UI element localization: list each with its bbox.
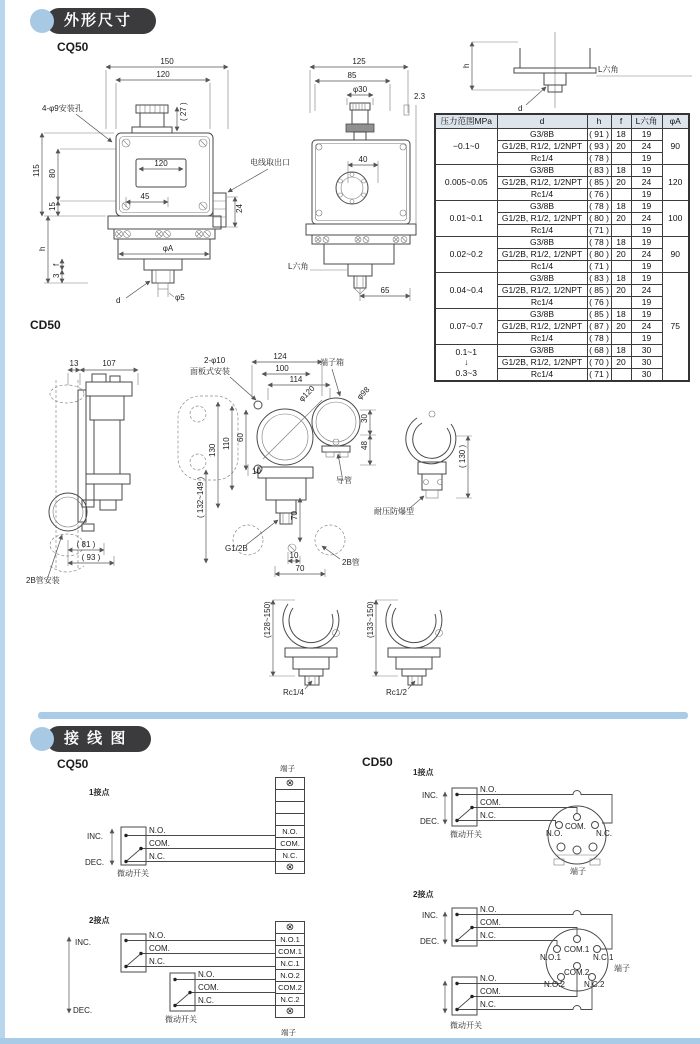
com-label: COM. bbox=[480, 987, 501, 996]
thread-label: Rc1/2 bbox=[386, 688, 407, 697]
dim-label: 110 bbox=[222, 437, 231, 450]
table-row bbox=[435, 129, 689, 141]
table-cell: 24 bbox=[631, 177, 662, 189]
table-row bbox=[435, 237, 689, 249]
table-cell: 20 bbox=[611, 213, 631, 225]
table-cell: 19 bbox=[631, 129, 662, 141]
table-header: 压力范围MPa bbox=[435, 114, 497, 129]
table-cell: ( 68 ) bbox=[587, 345, 611, 357]
pressure-range-cell: 0.1~1 ↓ 0.3~3 bbox=[435, 345, 497, 382]
inc-label: INC. bbox=[422, 911, 438, 920]
table-cell: 24 bbox=[631, 249, 662, 261]
table-row bbox=[435, 165, 689, 177]
nc-label: N.C. bbox=[149, 852, 165, 861]
terminal-cell: N.O.1 bbox=[275, 933, 305, 946]
nc-label: N.C. bbox=[480, 1000, 496, 1009]
table-cell: 19 bbox=[631, 261, 662, 273]
nc-label: N.C. bbox=[480, 931, 496, 940]
table-cell: G3/8B bbox=[497, 273, 587, 285]
wire-outlet-label: 电线取出口 bbox=[250, 158, 290, 167]
terminal-label: 端子 bbox=[281, 1028, 296, 1037]
table-cell: 20 bbox=[611, 285, 631, 297]
table-header: d bbox=[497, 114, 587, 129]
table-cell: G1/2B, R1/2, 1/2NPT bbox=[497, 141, 587, 153]
table-cell: ( 71 ) bbox=[587, 261, 611, 273]
dim-label: 45 bbox=[140, 192, 150, 201]
dim-label: 10 bbox=[252, 467, 261, 476]
table-cell: G1/2B, R1/2, 1/2NPT bbox=[497, 249, 587, 261]
table-cell: G3/8B bbox=[497, 309, 587, 321]
hex-label: L六角 bbox=[598, 65, 619, 74]
table-cell: G3/8B bbox=[497, 165, 587, 177]
table-header: h bbox=[587, 114, 611, 129]
dim-label: 24 bbox=[235, 204, 244, 213]
table-cell: 19 bbox=[631, 165, 662, 177]
connector-pin-label: N.C.1 bbox=[593, 953, 614, 962]
table-cell: Rc1/4 bbox=[497, 369, 587, 382]
cd50-wiring-1p bbox=[445, 788, 612, 865]
cd50-front-shapes bbox=[178, 396, 456, 555]
table-cell: G1/2B, R1/2, 1/2NPT bbox=[497, 357, 587, 369]
dec-label: DEC. bbox=[85, 858, 105, 867]
table-cell: ( 70 ) bbox=[587, 357, 611, 369]
terminal-strip-1p bbox=[275, 777, 305, 874]
hex-label: L六角 bbox=[288, 262, 309, 271]
nc-label: N.C. bbox=[149, 957, 165, 966]
dim-label: 85 bbox=[347, 71, 357, 80]
dim-label: φA bbox=[162, 244, 174, 253]
phiA-cell: 90 bbox=[662, 129, 689, 165]
pipe-mount-label: 2B管安装 bbox=[26, 576, 60, 585]
dim-label: (133~150) bbox=[366, 601, 375, 638]
dim-label: f bbox=[52, 263, 61, 266]
no-label: N.O. bbox=[149, 826, 166, 835]
table-cell: 19 bbox=[631, 201, 662, 213]
dim-label: 70 bbox=[290, 511, 299, 520]
connector-pin-label: COM. bbox=[565, 822, 586, 831]
section-outline-title: 外形尺寸 bbox=[46, 8, 156, 34]
dim-label: 150 bbox=[160, 57, 174, 66]
table-row bbox=[435, 273, 689, 285]
terminal-cell: N.C.2 bbox=[275, 993, 305, 1006]
table-cell bbox=[611, 261, 631, 273]
pressure-range-cell: 0.04~0.4 bbox=[435, 273, 497, 309]
contact1-label: 1接点 bbox=[89, 788, 110, 797]
table-cell: 18 bbox=[611, 237, 631, 249]
fitting-detail-drawing bbox=[440, 30, 695, 120]
no-label: N.O. bbox=[198, 970, 215, 979]
table-cell: ( 80 ) bbox=[587, 213, 611, 225]
terminal-cell: ⊗ bbox=[275, 1005, 305, 1018]
cq50-front-view-drawing bbox=[28, 53, 308, 315]
cq50-side-dimensions bbox=[310, 67, 410, 301]
table-cell: Rc1/4 bbox=[497, 225, 587, 237]
dim-label: d bbox=[518, 104, 523, 113]
dim-label: φ120 bbox=[297, 383, 317, 404]
fitting-detail-shapes bbox=[472, 32, 596, 108]
dim-label: 60 bbox=[236, 433, 245, 442]
dim-label: 10 bbox=[289, 551, 299, 560]
table-cell: 19 bbox=[631, 189, 662, 201]
connector-pin-label: N.O. bbox=[546, 829, 563, 838]
table-cell bbox=[611, 225, 631, 237]
table-cell: 20 bbox=[611, 321, 631, 333]
table-cell bbox=[611, 297, 631, 309]
inc-label: INC. bbox=[422, 791, 438, 800]
table-cell: ( 83 ) bbox=[587, 273, 611, 285]
cd50-front-view-drawing bbox=[170, 350, 480, 600]
pressure-range-cell: −0.1~0 bbox=[435, 129, 497, 165]
section-bullet-icon bbox=[30, 9, 54, 33]
table-cell: 19 bbox=[631, 237, 662, 249]
table-cell bbox=[611, 153, 631, 165]
table-cell: ( 78 ) bbox=[587, 237, 611, 249]
cd50-pipe-mount-drawing bbox=[20, 340, 180, 592]
table-cell: ( 87 ) bbox=[587, 321, 611, 333]
com-label: COM. bbox=[149, 944, 170, 953]
clamp-variant-2-shapes bbox=[372, 600, 443, 689]
contact1-label: 1接点 bbox=[413, 768, 434, 777]
dec-label: DEC. bbox=[420, 937, 440, 946]
nc-label: N.C. bbox=[480, 811, 496, 820]
no-label: N.O. bbox=[480, 785, 497, 794]
connector-pin-label: COM.1 bbox=[564, 945, 590, 954]
connector-pin-label: N.O.1 bbox=[540, 953, 561, 962]
table-cell: 20 bbox=[611, 177, 631, 189]
table-row bbox=[435, 309, 689, 321]
table-cell: 18 bbox=[611, 129, 631, 141]
connector-pin-label: COM.2 bbox=[564, 968, 590, 977]
table-cell: ( 85 ) bbox=[587, 309, 611, 321]
table-cell: ( 83 ) bbox=[587, 165, 611, 177]
section-bullet-icon bbox=[30, 727, 54, 751]
dim-label: 120 bbox=[156, 70, 170, 79]
section-wiring-header bbox=[46, 726, 151, 752]
page-edge-left bbox=[0, 0, 5, 1044]
model-label-cd50: CD50 bbox=[30, 318, 61, 332]
table-cell: ( 85 ) bbox=[587, 285, 611, 297]
terminal-cell: COM.2 bbox=[275, 981, 305, 994]
table-cell: 18 bbox=[611, 273, 631, 285]
cq50-side-view-drawing bbox=[288, 53, 438, 318]
terminal-label: 端子 bbox=[280, 764, 295, 773]
table-cell: 18 bbox=[611, 345, 631, 357]
cd50-wiring-diagram bbox=[350, 755, 680, 1040]
pressure-range-cell: 0.01~0.1 bbox=[435, 201, 497, 237]
table-header: f bbox=[611, 114, 631, 129]
table-cell: G1/2B, R1/2, 1/2NPT bbox=[497, 177, 587, 189]
micro-switch-label: 微动开关 bbox=[165, 1015, 197, 1024]
com-label: COM. bbox=[480, 798, 501, 807]
dim-label: 15 bbox=[48, 202, 57, 211]
table-cell: ( 78 ) bbox=[587, 201, 611, 213]
micro-switch-label: 微动开关 bbox=[450, 1021, 482, 1030]
dim-label: 114 bbox=[289, 375, 303, 384]
terminal-cell: ⊗ bbox=[275, 861, 305, 874]
pressure-range-cell: 0.02~0.2 bbox=[435, 237, 497, 273]
dec-label: DEC. bbox=[420, 817, 440, 826]
pressure-range-cell: 0.07~0.7 bbox=[435, 309, 497, 345]
table-cell: ( 71 ) bbox=[587, 225, 611, 237]
table-cell: 30 bbox=[631, 345, 662, 357]
conduit-label: 导管 bbox=[336, 476, 352, 485]
inc-label: INC. bbox=[75, 938, 91, 947]
phiA-cell: 90 bbox=[662, 237, 689, 273]
dimensions-table bbox=[434, 113, 690, 382]
dim-label: 40 bbox=[358, 155, 368, 164]
table-cell: ( 76 ) bbox=[587, 189, 611, 201]
terminal-cell: ⊗ bbox=[275, 921, 305, 934]
dim-label: 107 bbox=[102, 359, 116, 368]
table-cell: ( 85 ) bbox=[587, 177, 611, 189]
cq50-wiring-2p bbox=[69, 934, 275, 1013]
table-cell: G1/2B, R1/2, 1/2NPT bbox=[497, 213, 587, 225]
terminal-box-label: 端子箱 bbox=[320, 358, 344, 367]
table-cell: G3/8B bbox=[497, 237, 587, 249]
clamp-variant-1-shapes bbox=[269, 600, 340, 689]
fitting-label: G1/2B bbox=[225, 544, 248, 553]
terminal-cell: N.O. bbox=[275, 825, 305, 838]
dim-label: h bbox=[462, 63, 471, 68]
dim-label: h bbox=[38, 246, 47, 251]
cq50-front-dimensions bbox=[42, 67, 268, 298]
table-cell: ( 71 ) bbox=[587, 369, 611, 382]
table-cell: Rc1/4 bbox=[497, 189, 587, 201]
dim-label: 120 bbox=[154, 159, 168, 168]
dim-label: φ5 bbox=[175, 293, 185, 302]
pipe-label: 2B管 bbox=[342, 558, 360, 567]
dim-label: 130 bbox=[208, 443, 217, 457]
connector-pin-label: N.C.2 bbox=[584, 980, 605, 989]
nc-label: N.C. bbox=[198, 996, 214, 1005]
table-cell: 30 bbox=[631, 369, 662, 382]
table-cell: 19 bbox=[631, 153, 662, 165]
table-cell: 20 bbox=[611, 141, 631, 153]
phiA-cell: 120 bbox=[662, 165, 689, 201]
table-cell: Rc1/4 bbox=[497, 333, 587, 345]
table-cell: 30 bbox=[631, 357, 662, 369]
terminal-cell: COM. bbox=[275, 837, 305, 850]
dim-label: 3 bbox=[52, 273, 61, 278]
dim-label: 30 bbox=[360, 414, 369, 423]
terminal-label: 端子 bbox=[570, 867, 586, 876]
table-cell: 20 bbox=[611, 249, 631, 261]
phiA-cell: 75 bbox=[662, 273, 689, 382]
table-cell bbox=[611, 189, 631, 201]
dim-label: 100 bbox=[275, 364, 289, 373]
table-cell: ( 78 ) bbox=[587, 153, 611, 165]
table-cell: 24 bbox=[631, 285, 662, 297]
table-cell: 19 bbox=[631, 225, 662, 237]
explosion-proof-label: 耐压防爆型 bbox=[374, 507, 414, 516]
table-row bbox=[435, 201, 689, 213]
table-cell: 19 bbox=[631, 273, 662, 285]
terminal-cell: N.C.1 bbox=[275, 957, 305, 970]
micro-switch-label: 微动开关 bbox=[450, 830, 482, 839]
cq50-side-shapes bbox=[306, 70, 416, 294]
cq50-wiring-1p bbox=[112, 827, 275, 865]
dim-label: 124 bbox=[273, 352, 287, 361]
terminal-cell: N.C. bbox=[275, 849, 305, 862]
panel-holes-label: 2-φ10 bbox=[204, 356, 226, 365]
table-header: L六角 bbox=[631, 114, 662, 129]
dec-label: DEC. bbox=[73, 1006, 93, 1015]
com-label: COM. bbox=[149, 839, 170, 848]
table-cell: 20 bbox=[611, 357, 631, 369]
dim-label: φ98 bbox=[355, 385, 372, 402]
dim-label: ( 93 ) bbox=[81, 553, 101, 562]
dim-label: 13 bbox=[69, 359, 79, 368]
thread-label: Rc1/4 bbox=[283, 688, 304, 697]
table-cell: 19 bbox=[631, 297, 662, 309]
dim-label: ( 27 ) bbox=[179, 102, 188, 121]
table-cell: 24 bbox=[631, 141, 662, 153]
table-cell: 18 bbox=[611, 309, 631, 321]
connector-pin-label: N.C. bbox=[596, 829, 612, 838]
panel-mount-label: 面板式安装 bbox=[190, 367, 230, 376]
inc-label: INC. bbox=[87, 832, 103, 841]
com-label: COM. bbox=[480, 918, 501, 927]
table-cell: 18 bbox=[611, 201, 631, 213]
table-cell: G3/8B bbox=[497, 345, 587, 357]
table-cell: Rc1/4 bbox=[497, 297, 587, 309]
dim-label: ( 132~149 ) bbox=[196, 476, 205, 518]
table-header: φA bbox=[662, 114, 689, 129]
terminal-cell: ⊗ bbox=[275, 777, 305, 790]
dim-label: 65 bbox=[380, 286, 390, 295]
table-cell: 24 bbox=[631, 213, 662, 225]
dim-label: 48 bbox=[360, 441, 369, 450]
com-label: COM. bbox=[198, 983, 219, 992]
contact2-label: 2接点 bbox=[413, 890, 434, 899]
micro-switch-label: 微动开关 bbox=[117, 869, 149, 878]
table-cell bbox=[611, 369, 631, 382]
table-cell: ( 91 ) bbox=[587, 129, 611, 141]
terminal-cell: N.O.2 bbox=[275, 969, 305, 982]
table-cell: ( 93 ) bbox=[587, 141, 611, 153]
model-label-wiring-cd50: CD50 bbox=[362, 755, 393, 769]
table-cell: Rc1/4 bbox=[497, 153, 587, 165]
dim-label: 2.3 bbox=[414, 92, 426, 101]
mount-holes-label: 4-φ9安装孔 bbox=[42, 104, 83, 113]
connector-pin-label: N.O.2 bbox=[544, 980, 565, 989]
cd50-clamp-variants-drawing bbox=[185, 588, 460, 698]
terminal-label: 端子 bbox=[614, 964, 630, 973]
model-label-cq50: CQ50 bbox=[57, 40, 89, 54]
dim-label: 80 bbox=[48, 169, 57, 178]
table-cell bbox=[611, 333, 631, 345]
table-cell: ( 76 ) bbox=[587, 297, 611, 309]
dim-label: (128~150) bbox=[263, 601, 272, 638]
dim-label: d bbox=[116, 296, 121, 305]
contact2-label: 2接点 bbox=[89, 916, 110, 925]
section-outline-header bbox=[46, 8, 156, 34]
model-label-wiring-cq50: CQ50 bbox=[57, 757, 89, 771]
dim-label: 115 bbox=[32, 164, 41, 177]
table-cell: 19 bbox=[631, 333, 662, 345]
terminal-strip-2p bbox=[275, 921, 305, 1018]
dim-label: φ30 bbox=[352, 85, 368, 94]
dim-label: 70 bbox=[295, 564, 305, 573]
table-cell: G3/8B bbox=[497, 201, 587, 213]
cq50-front-shapes bbox=[106, 70, 228, 297]
no-label: N.O. bbox=[480, 905, 497, 914]
phiA-cell: 100 bbox=[662, 201, 689, 237]
table-cell: ( 78 ) bbox=[587, 333, 611, 345]
no-label: N.O. bbox=[480, 974, 497, 983]
table-cell: Rc1/4 bbox=[497, 261, 587, 273]
dim-label: ( 130 ) bbox=[458, 444, 467, 468]
cd50-wiring-2p bbox=[445, 908, 612, 1015]
table-cell: G1/2B, R1/2, 1/2NPT bbox=[497, 285, 587, 297]
terminal-cell: COM.1 bbox=[275, 945, 305, 958]
dim-label: 125 bbox=[352, 57, 366, 66]
table-cell: 19 bbox=[631, 309, 662, 321]
section-wiring-title: 接 线 图 bbox=[46, 726, 151, 752]
section-divider bbox=[38, 712, 688, 719]
table-cell: G1/2B, R1/2, 1/2NPT bbox=[497, 321, 587, 333]
table-cell: G3/8B bbox=[497, 129, 587, 141]
table-cell: 24 bbox=[631, 321, 662, 333]
table-cell: 18 bbox=[611, 165, 631, 177]
no-label: N.O. bbox=[149, 931, 166, 940]
dim-label: ( 81 ) bbox=[76, 540, 96, 549]
pressure-range-cell: 0.005~0.05 bbox=[435, 165, 497, 201]
table-cell: ( 80 ) bbox=[587, 249, 611, 261]
